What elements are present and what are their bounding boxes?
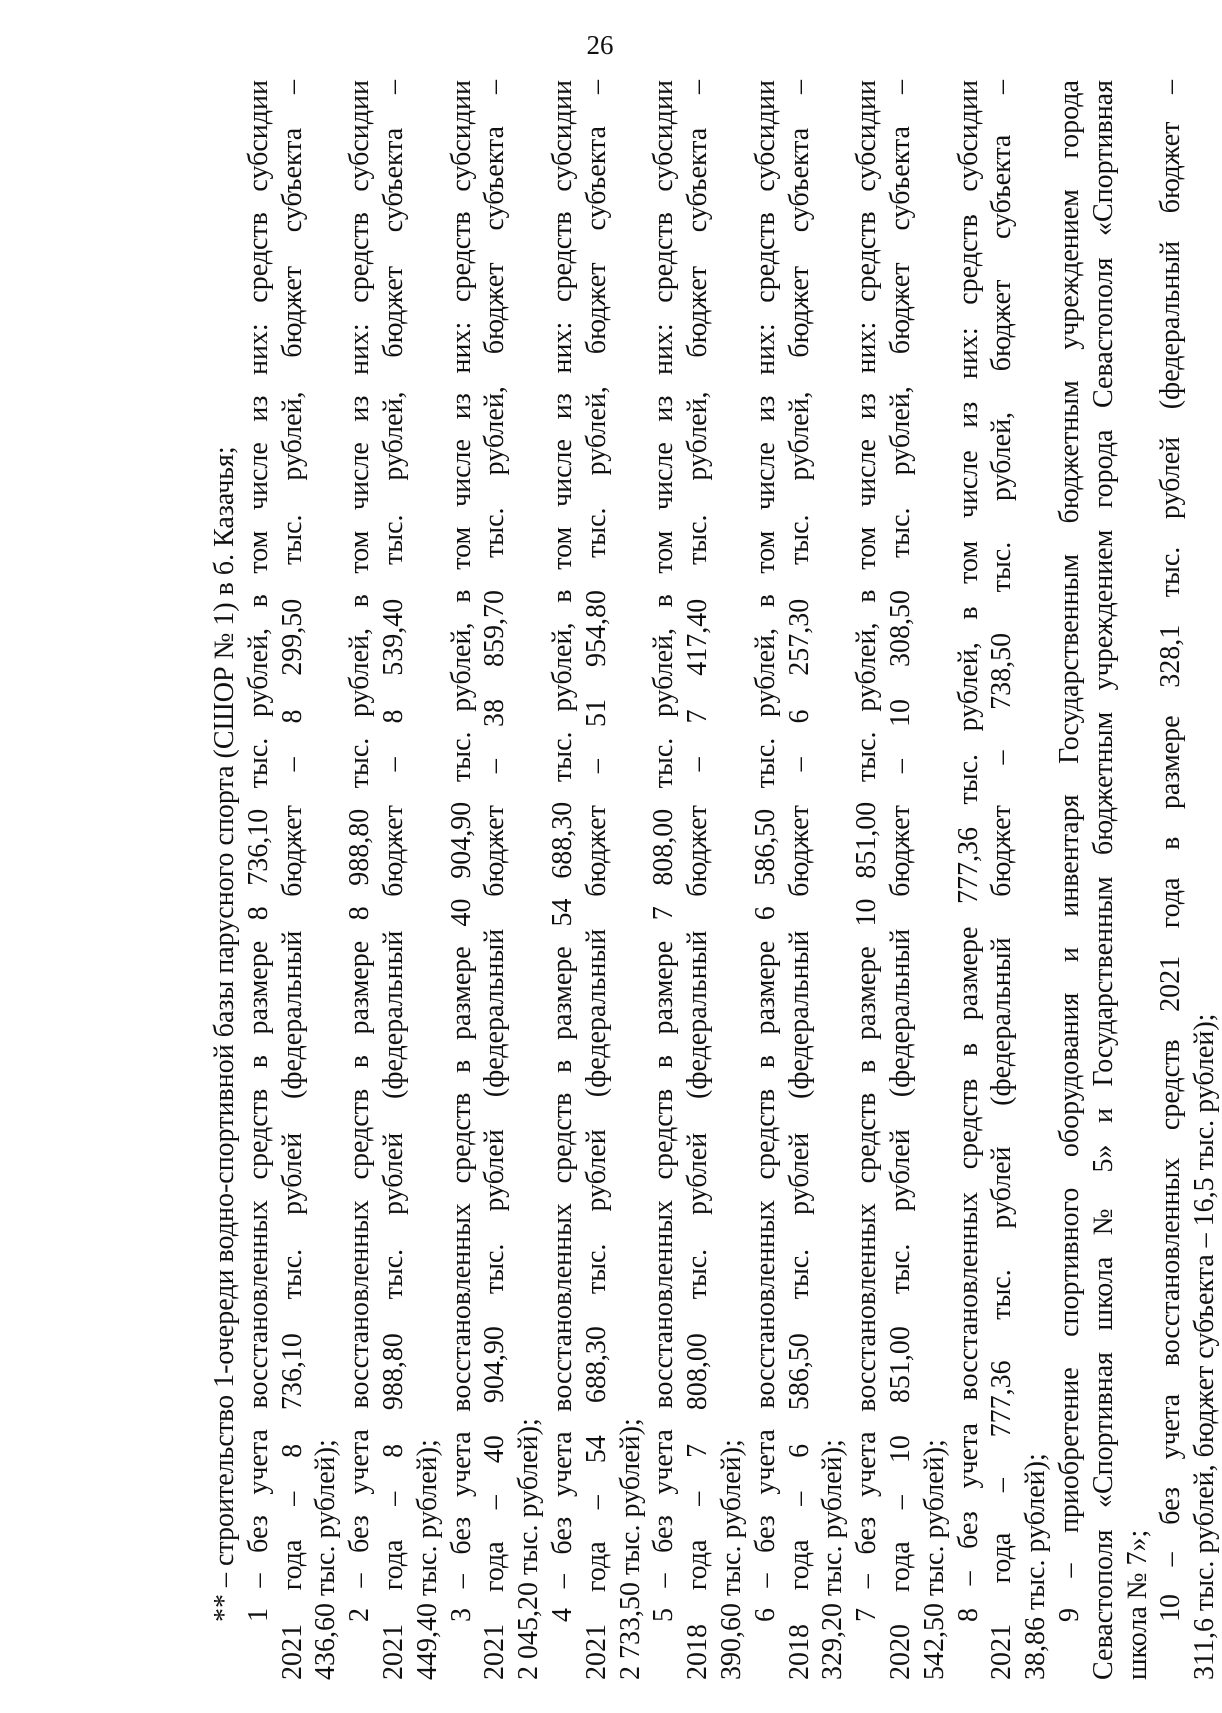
text-line: 436,60 тыс. рублей); [310, 1439, 342, 1680]
text-line: 2021 года – 54 688,30 тыс. рублей (федеральный бюджет – 51 954,80 тыс. рублей, бюджет субъекта – [580, 80, 612, 1680]
text-line: 8 – без учета восстановленных средств в размере 777,36 тыс. рублей, в том числе из них: средств субсидии [952, 80, 984, 1622]
text-line: 542,50 тыс. рублей); [918, 1439, 950, 1680]
text-line: 6 – без учета восстановленных средств в размере 6 586,50 тыс. рублей, в том числе из них: средств субсидии [749, 80, 781, 1622]
text-line: 38,86 тыс. рублей); [1020, 1453, 1052, 1680]
text-line: 311,6 тыс. рублей, бюджет субъекта – 16,5 тыс. рублей); [1189, 1013, 1221, 1680]
text-line: 9 – приобретение спортивного оборудования и инвентаря Государственным бюджетным учреждением города [1053, 80, 1085, 1622]
footnotes-block [204, 80, 1221, 1680]
text-line: Севастополя «Спортивная школа № 5» и Государственным бюджетным учреждением города Севастополя «Спортивная [1087, 80, 1119, 1680]
text-line: 5 – без учета восстановленных средств в размере 7 808,00 тыс. рублей, в том числе из них: средств субсидии [648, 80, 680, 1622]
text-line: 2021 года – 8 988,80 тыс. рублей (федеральный бюджет – 8 539,40 тыс. рублей, бюджет субъекта – [377, 80, 409, 1680]
text-line: 2 – без учета восстановленных средств в размере 8 988,80 тыс. рублей, в том числе из них: средств субсидии [344, 80, 376, 1622]
text-line: школа № 7»; [1121, 1529, 1153, 1680]
text-line: 2020 года – 10 851,00 тыс. рублей (федеральный бюджет – 10 308,50 тыс. рублей, бюджет субъекта – [884, 80, 916, 1680]
text-line: 2021 года – 777,36 тыс. рублей (федеральный бюджет – 738,50 тыс. рублей, бюджет субъекта – [986, 80, 1018, 1680]
text-line: 10 – без учета восстановленных средств 2021 года в размере 328,1 тыс. рублей (федеральный бюджет – [1155, 80, 1187, 1622]
text-line: 4 – без учета восстановленных средств в размере 54 688,30 тыс. рублей, в том числе из них: средств субсидии [546, 80, 578, 1622]
text-line: 3 – без учета восстановленных средств в размере 40 904,90 тыс. рублей, в том числе из них: средств субсидии [445, 80, 477, 1622]
text-line: 2018 года – 6 586,50 тыс. рублей (федеральный бюджет – 6 257,30 тыс. рублей, бюджет субъекта – [783, 80, 815, 1680]
text-line: 2 733,50 тыс. рублей); [614, 1418, 646, 1680]
text-line: 1 – без учета восстановленных средств в размере 8 736,10 тыс. рублей, в том числе из них: средств субсидии [242, 80, 274, 1622]
text-line: 2018 года – 7 808,00 тыс. рублей (федеральный бюджет – 7 417,40 тыс. рублей, бюджет субъекта – [682, 80, 714, 1680]
text-line: 329,20 тыс. рублей); [817, 1439, 849, 1680]
text-line: 2021 года – 40 904,90 тыс. рублей (федеральный бюджет – 38 859,70 тыс. рублей, бюджет субъекта – [479, 80, 511, 1680]
text-line: 2021 года – 8 736,10 тыс. рублей (федеральный бюджет – 8 299,50 тыс. рублей, бюджет субъекта – [276, 80, 308, 1680]
text-line: 7 – без учета восстановленных средств в размере 10 851,00 тыс. рублей, в том числе из них: средств субсидии [851, 80, 883, 1622]
text-line: 390,60 тыс. рублей); [715, 1439, 747, 1680]
text-line: 2 045,20 тыс. рублей); [513, 1418, 545, 1680]
text-line: ** – строительство 1-очереди водно-спортивной базы парусного спорта (СШОР № 1) в б. Казачья; [209, 446, 240, 1622]
page-number: 26 [586, 30, 614, 60]
text-line: 449,40 тыс. рублей); [411, 1439, 443, 1680]
